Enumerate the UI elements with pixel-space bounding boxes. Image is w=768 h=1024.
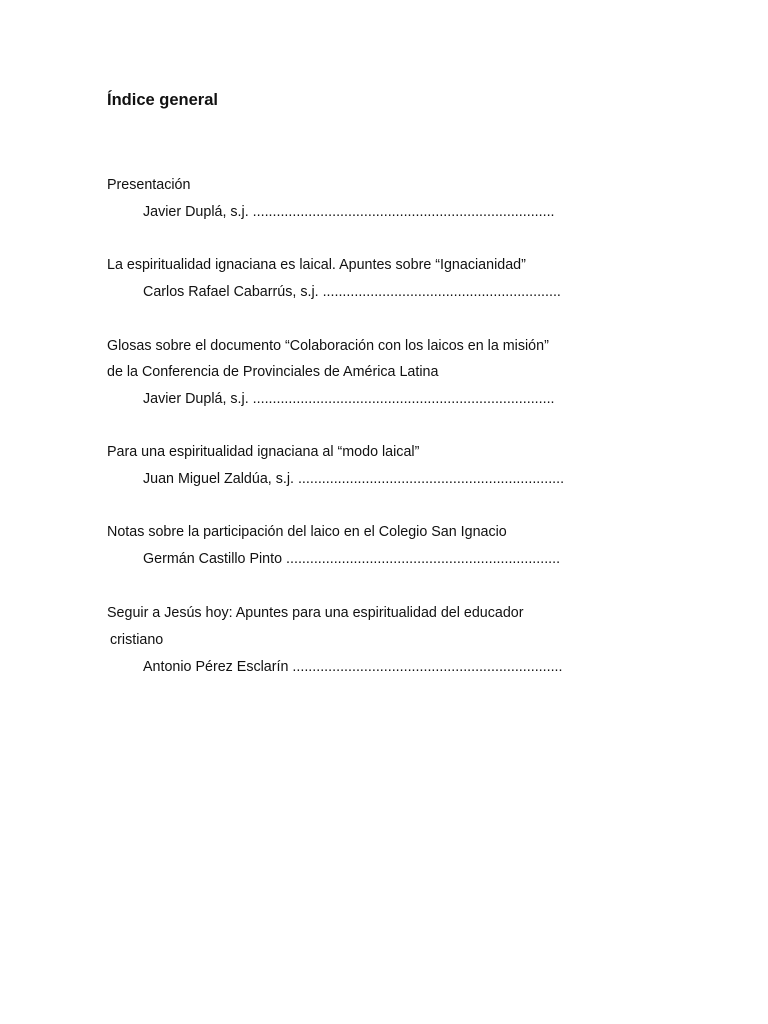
entry-title: Presentación bbox=[107, 177, 191, 193]
entry-author: Carlos Rafael Cabarrús, s.j. ............................................................ bbox=[143, 284, 561, 300]
entry-author: Javier Duplá, s.j. ............................................................................ bbox=[143, 391, 555, 407]
page-title: Índice general bbox=[107, 91, 218, 109]
entry-title: La espiritualidad ignaciana es laical. Apuntes sobre “Ignacianidad” bbox=[107, 257, 526, 273]
entry-title: Para una espiritualidad ignaciana al “modo laical” bbox=[107, 444, 420, 460]
entry-title-continued: de la Conferencia de Provinciales de América Latina bbox=[107, 364, 439, 380]
entry-title: Seguir a Jesús hoy: Apuntes para una espiritualidad del educador bbox=[107, 605, 524, 621]
entry-title: Glosas sobre el documento “Colaboración con los laicos en la misión” bbox=[107, 338, 549, 354]
entry-author: Juan Miguel Zaldúa, s.j. ................................................................... bbox=[143, 471, 565, 487]
entry-author: Javier Duplá, s.j. ............................................................................ bbox=[143, 204, 555, 220]
entry-author: Germán Castillo Pinto ..................................................................... bbox=[143, 551, 561, 567]
entry-author: Antonio Pérez Esclarín .................................................................... bbox=[143, 659, 563, 675]
entry-title-continued: cristiano bbox=[110, 632, 164, 648]
entry-title: Notas sobre la participación del laico en el Colegio San Ignacio bbox=[107, 524, 507, 540]
